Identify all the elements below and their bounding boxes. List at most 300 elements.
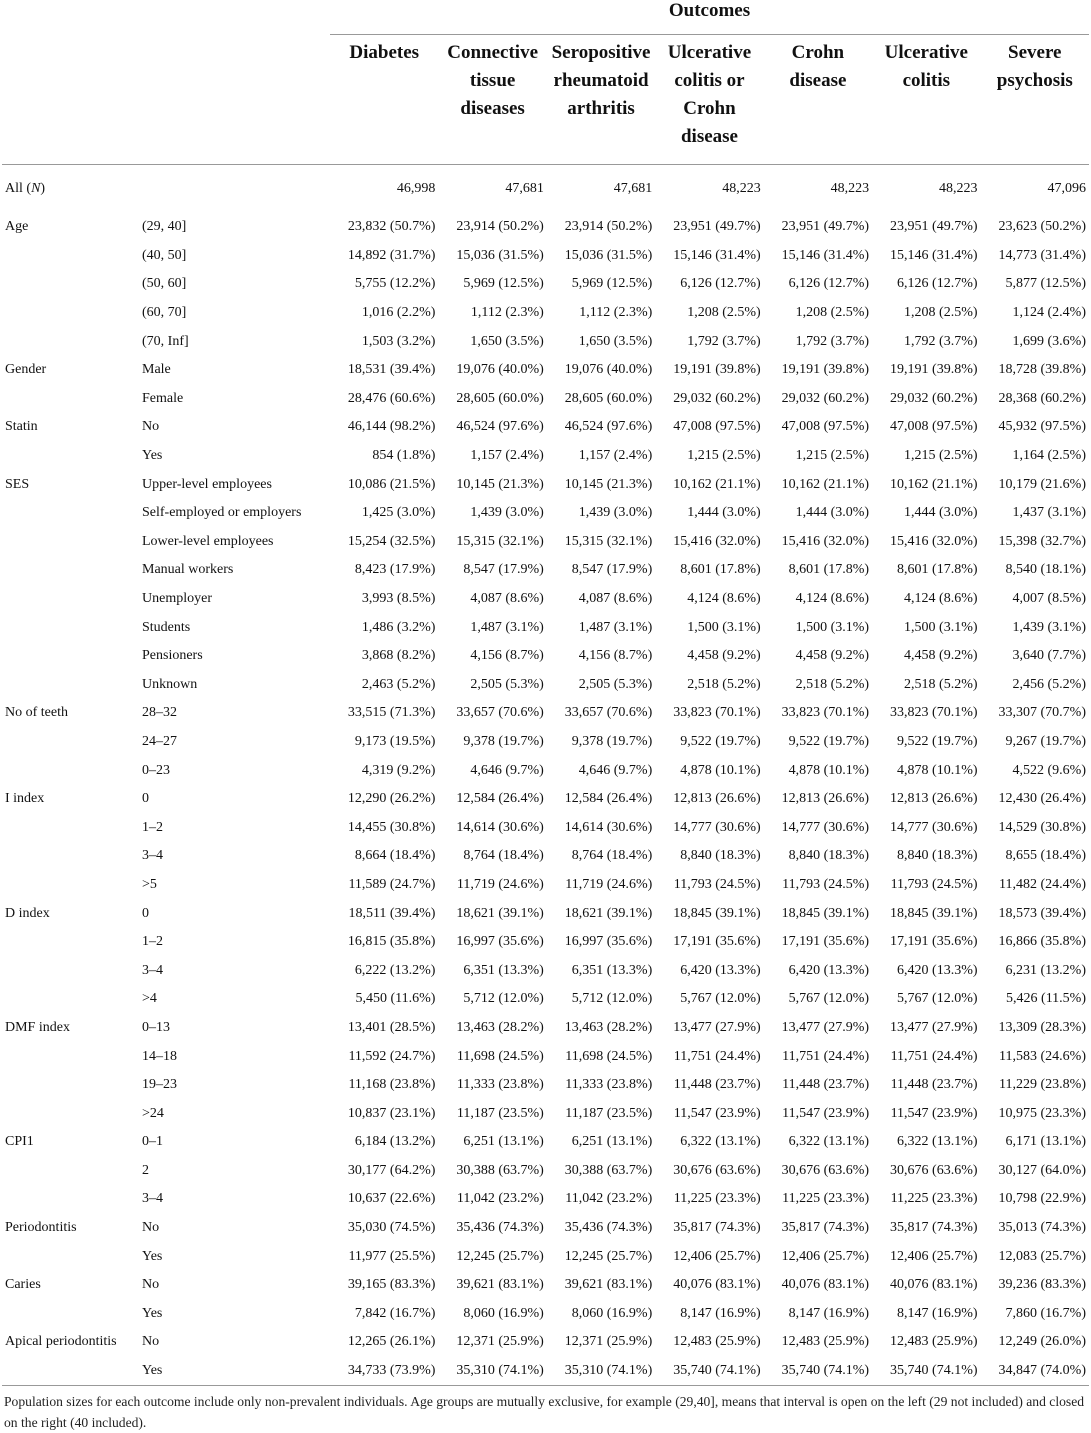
variable-label: [2, 1185, 139, 1214]
count-cell: 8,547 (17.9%): [571, 562, 653, 578]
count-cell: 6,351 (13.3%): [571, 962, 653, 978]
outcome-header-line: Ulcerative: [884, 42, 968, 63]
table-row: [2, 728, 1089, 757]
count-cell: 2,505 (5.3%): [470, 676, 544, 692]
count-cell: 23,832 (50.7%): [347, 219, 436, 235]
count-cell: 15,416 (32.0%): [890, 533, 978, 549]
count-cell: 1,215 (2.5%): [687, 448, 761, 464]
count-cell: 8,547 (17.9%): [463, 562, 544, 578]
count-cell: 10,145 (21.3%): [564, 476, 653, 492]
count-cell: 1,112 (2.3%): [470, 305, 544, 321]
count-cell: 11,751 (24.4%): [890, 1048, 978, 1064]
count-cell: 12,813 (26.6%): [673, 791, 761, 807]
outcome-header: [981, 35, 1089, 165]
count-cell: 11,547 (23.9%): [673, 1105, 761, 1121]
count-cell: 1,500 (3.1%): [687, 619, 761, 635]
count-cell: 11,547 (23.9%): [782, 1105, 870, 1121]
count-cell: 12,083 (25.7%): [998, 1248, 1086, 1264]
count-cell: 12,245 (25.7%): [564, 1248, 653, 1264]
count-cell: 46,524 (97.6%): [564, 419, 653, 435]
count-cell: 1,500 (3.1%): [795, 619, 870, 635]
count-cell: 9,173 (19.5%): [354, 733, 436, 749]
count-cell: 12,249 (26.0%): [998, 1334, 1086, 1350]
variable-label: [2, 642, 139, 671]
table-row: [2, 1185, 1089, 1214]
count-cell: 4,458 (9.2%): [904, 648, 978, 664]
count-cell: 15,315 (32.1%): [456, 533, 544, 549]
level-label: (60, 70]: [142, 305, 187, 321]
count-cell: 35,740 (74.1%): [872, 1357, 980, 1386]
count-cell: 4,124 (8.6%): [904, 591, 978, 607]
count-cell: 11,698 (24.5%): [565, 1048, 653, 1064]
outcome-header-line: psychosis: [996, 70, 1073, 91]
count-cell: 1,444 (3.0%): [904, 505, 978, 521]
count-cell: 30,388 (63.7%): [564, 1162, 653, 1178]
count-cell: 4,087 (8.6%): [470, 591, 544, 607]
count-cell: 33,307 (70.7%): [998, 705, 1086, 721]
count-cell: 46,144 (98.2%): [347, 419, 436, 435]
count-cell: 11,793 (24.5%): [673, 876, 761, 892]
count-cell: 35,436 (74.3%): [456, 1220, 544, 1236]
table-body: [2, 165, 1089, 1386]
count-cell: 1,444 (3.0%): [795, 505, 870, 521]
count-cell: 3,640 (7.7%): [1012, 648, 1086, 664]
count-cell: 6,322 (13.1%): [788, 1134, 870, 1150]
count-cell: 35,740 (74.1%): [655, 1357, 763, 1386]
count-cell: 4,458 (9.2%): [795, 648, 870, 664]
count-cell: 11,482 (24.4%): [999, 876, 1086, 892]
count-cell: 34,847 (74.0%): [981, 1357, 1089, 1386]
all-n-value: 47,096: [1047, 181, 1086, 196]
variable-label: [2, 985, 139, 1014]
level-label: Yes: [142, 448, 163, 464]
table-row: [2, 1128, 1089, 1157]
count-cell: 35,817 (74.3%): [890, 1220, 978, 1236]
count-cell: 35,436 (74.3%): [564, 1220, 653, 1236]
count-cell: 23,623 (50.2%): [998, 219, 1086, 235]
variable-label: [2, 385, 139, 414]
all-n-value: 48,223: [830, 181, 870, 196]
level-label: (70, Inf]: [142, 333, 189, 349]
variable-label: [2, 556, 139, 585]
level-label: 0: [142, 905, 149, 921]
count-cell: 8,601 (17.8%): [680, 562, 761, 578]
level-label: (40, 50]: [142, 247, 187, 263]
level-label: No: [142, 1277, 160, 1293]
level-label: Female: [142, 390, 184, 406]
count-cell: 13,309 (28.3%): [998, 1019, 1086, 1035]
table-row: [2, 785, 1089, 814]
level-label: 1–2: [142, 819, 163, 835]
variable-label: DMF index: [5, 1019, 70, 1035]
table-footnote: Population sizes for each outcome include only non-prevalent individuals. Age groups are mutually exclusive, for example (29,40], means that interval is open on the left (29 not included) and closed on the right (40 included).: [4, 1394, 1085, 1430]
header-blank: [2, 0, 139, 35]
table-row: [2, 956, 1089, 985]
outcome-header-line: tissue: [469, 70, 516, 91]
level-label: Male: [142, 362, 171, 378]
level-label: Unemployer: [142, 591, 212, 607]
level-label: Lower-level employees: [142, 533, 274, 549]
count-cell: 16,866 (35.8%): [998, 934, 1086, 950]
variable-label: No of teeth: [5, 705, 68, 721]
variable-label: [2, 956, 139, 985]
count-cell: 6,251 (13.1%): [571, 1134, 653, 1150]
table-row: [2, 270, 1089, 299]
count-cell: 23,914 (50.2%): [456, 219, 544, 235]
count-cell: 10,162 (21.1%): [781, 476, 870, 492]
count-cell: 4,878 (10.1%): [788, 762, 870, 778]
count-cell: 4,878 (10.1%): [897, 762, 978, 778]
count-cell: 12,813 (26.6%): [781, 791, 870, 807]
count-cell: 14,777 (30.6%): [890, 819, 978, 835]
count-cell: 10,798 (22.9%): [998, 1191, 1086, 1207]
count-cell: 5,767 (12.0%): [897, 991, 978, 1007]
level-label: 28–32: [142, 705, 177, 721]
table-row: [2, 642, 1089, 671]
count-cell: 16,997 (35.6%): [564, 934, 653, 950]
variable-label: Periodontitis: [5, 1220, 77, 1236]
outcomes-table: [2, 0, 1089, 1386]
variable-label: [2, 499, 139, 528]
count-cell: 33,823 (70.1%): [781, 705, 870, 721]
table-row: [2, 871, 1089, 900]
count-cell: 12,584 (26.4%): [564, 791, 653, 807]
count-cell: 9,522 (19.7%): [680, 733, 761, 749]
variable-label: [2, 528, 139, 557]
count-cell: 2,456 (5.2%): [1012, 676, 1086, 692]
level-label: 19–23: [142, 1077, 177, 1093]
level-label: Manual workers: [142, 562, 234, 578]
table-row: [2, 1157, 1089, 1186]
variable-label: [2, 1042, 139, 1071]
count-cell: 15,036 (31.5%): [564, 247, 653, 263]
count-cell: 30,388 (63.7%): [456, 1162, 544, 1178]
count-cell: 18,621 (39.1%): [456, 905, 544, 921]
header-blank: [2, 35, 139, 165]
level-label: Yes: [139, 1357, 330, 1386]
count-cell: 5,969 (12.5%): [463, 276, 544, 292]
count-cell: 1,016 (2.2%): [361, 305, 436, 321]
count-cell: 23,951 (49.7%): [890, 219, 978, 235]
table-row: [2, 327, 1089, 356]
count-cell: 1,164 (2.5%): [1012, 448, 1086, 464]
table-row: [2, 671, 1089, 700]
count-cell: 11,448 (23.7%): [890, 1077, 978, 1093]
table-row: [2, 1300, 1089, 1329]
count-cell: 1,487 (3.1%): [470, 619, 544, 635]
outcome-header-line: Crohn: [791, 42, 845, 63]
count-cell: 17,191 (35.6%): [890, 934, 978, 950]
level-label: 14–18: [142, 1048, 177, 1064]
count-cell: 11,719 (24.6%): [456, 876, 544, 892]
count-cell: 1,439 (3.1%): [1012, 619, 1086, 635]
count-cell: 33,823 (70.1%): [890, 705, 978, 721]
count-cell: 11,042 (23.2%): [565, 1191, 653, 1207]
count-cell: 29,032 (60.2%): [890, 390, 978, 406]
count-cell: 1,439 (3.0%): [470, 505, 544, 521]
count-cell: 15,416 (32.0%): [781, 533, 870, 549]
count-cell: 11,448 (23.7%): [782, 1077, 870, 1093]
count-cell: 23,951 (49.7%): [781, 219, 870, 235]
level-label: 3–4: [142, 962, 163, 978]
count-cell: 11,547 (23.9%): [890, 1105, 978, 1121]
count-cell: 11,042 (23.2%): [456, 1191, 544, 1207]
table-row: [2, 756, 1089, 785]
count-cell: 18,511 (39.4%): [348, 905, 436, 921]
count-cell: 1,157 (2.4%): [578, 448, 653, 464]
level-label: Yes: [142, 1248, 163, 1264]
count-cell: 15,036 (31.5%): [456, 247, 544, 263]
count-cell: 12,406 (25.7%): [673, 1248, 761, 1264]
variable-label: [2, 1157, 139, 1186]
count-cell: 4,156 (8.7%): [470, 648, 544, 664]
count-cell: 6,251 (13.1%): [463, 1134, 544, 1150]
table-row: [2, 585, 1089, 614]
table-row: [2, 556, 1089, 585]
count-cell: 14,614 (30.6%): [456, 819, 544, 835]
variable-label: [2, 842, 139, 871]
count-cell: 4,646 (9.7%): [578, 762, 653, 778]
count-cell: 4,319 (9.2%): [361, 762, 436, 778]
count-cell: 15,146 (31.4%): [673, 247, 761, 263]
count-cell: 12,245 (25.7%): [456, 1248, 544, 1264]
level-label: No: [142, 1220, 160, 1236]
count-cell: 15,146 (31.4%): [781, 247, 870, 263]
count-cell: 28,605 (60.0%): [456, 390, 544, 406]
count-cell: 12,290 (26.2%): [347, 791, 436, 807]
count-cell: 14,773 (31.4%): [998, 247, 1086, 263]
count-cell: 14,892 (31.7%): [347, 247, 436, 263]
count-cell: 8,764 (18.4%): [463, 848, 544, 864]
count-cell: 4,087 (8.6%): [578, 591, 653, 607]
count-cell: 47,008 (97.5%): [890, 419, 978, 435]
count-cell: 33,657 (70.6%): [456, 705, 544, 721]
count-cell: 1,439 (3.0%): [578, 505, 653, 521]
count-cell: 1,437 (3.1%): [1012, 505, 1086, 521]
all-n-value: 47,681: [505, 181, 544, 196]
count-cell: 11,229 (23.8%): [999, 1077, 1086, 1093]
variable-label: [2, 1357, 139, 1386]
table-row: [2, 613, 1089, 642]
count-cell: 2,518 (5.2%): [795, 676, 870, 692]
variable-label: [2, 1099, 139, 1128]
count-cell: 8,147 (16.9%): [680, 1305, 761, 1321]
count-cell: 15,416 (32.0%): [673, 533, 761, 549]
outcome-header-line: disease: [789, 70, 847, 91]
count-cell: 35,030 (74.5%): [347, 1220, 436, 1236]
outcome-header-line: diseases: [460, 98, 525, 119]
count-cell: 6,184 (13.2%): [354, 1134, 436, 1150]
count-cell: 12,265 (26.1%): [347, 1334, 436, 1350]
count-cell: 39,621 (83.1%): [564, 1277, 653, 1293]
variable-label: [2, 671, 139, 700]
count-cell: 6,322 (13.1%): [897, 1134, 978, 1150]
all-n-level: [139, 165, 330, 214]
variable-label: [2, 242, 139, 271]
count-cell: 1,215 (2.5%): [795, 448, 870, 464]
count-cell: 5,712 (12.0%): [463, 991, 544, 1007]
count-cell: 47,008 (97.5%): [673, 419, 761, 435]
count-cell: 33,657 (70.6%): [564, 705, 653, 721]
outcome-header-line: Seropositive: [551, 42, 651, 63]
count-cell: 1,208 (2.5%): [687, 305, 761, 321]
count-cell: 13,477 (27.9%): [673, 1019, 761, 1035]
count-cell: 11,187 (23.5%): [456, 1105, 544, 1121]
count-cell: 10,837 (23.1%): [347, 1105, 436, 1121]
variable-label: [2, 327, 139, 356]
table-row: [2, 985, 1089, 1014]
count-cell: 10,162 (21.1%): [890, 476, 978, 492]
level-label: Upper-level employees: [142, 476, 272, 492]
count-cell: 14,455 (30.8%): [347, 819, 436, 835]
count-cell: 8,060 (16.9%): [463, 1305, 544, 1321]
count-cell: 16,997 (35.6%): [456, 934, 544, 950]
count-cell: 23,914 (50.2%): [564, 219, 653, 235]
count-cell: 13,477 (27.9%): [781, 1019, 870, 1035]
count-cell: 13,463 (28.2%): [456, 1019, 544, 1035]
all-n-value: 48,223: [939, 181, 978, 196]
count-cell: 7,860 (16.7%): [1005, 1305, 1086, 1321]
level-label: >5: [142, 876, 157, 892]
count-cell: 15,254 (32.5%): [347, 533, 436, 549]
count-cell: 1,792 (3.7%): [795, 333, 870, 349]
level-label: 2: [142, 1162, 149, 1178]
count-cell: 15,315 (32.1%): [564, 533, 653, 549]
count-cell: 1,503 (3.2%): [361, 333, 436, 349]
count-cell: 14,777 (30.6%): [781, 819, 870, 835]
count-cell: 11,589 (24.7%): [348, 876, 436, 892]
variable-label: CPI1: [5, 1134, 34, 1150]
count-cell: 5,712 (12.0%): [571, 991, 653, 1007]
count-cell: 18,621 (39.1%): [564, 905, 653, 921]
count-cell: 28,605 (60.0%): [564, 390, 653, 406]
variable-label: [2, 871, 139, 900]
count-cell: 11,225 (23.3%): [782, 1191, 870, 1207]
count-cell: 9,522 (19.7%): [788, 733, 870, 749]
count-cell: 15,146 (31.4%): [890, 247, 978, 263]
count-cell: 854 (1.8%): [372, 448, 436, 464]
count-cell: 18,728 (39.8%): [998, 362, 1086, 378]
count-cell: 7,842 (16.7%): [354, 1305, 436, 1321]
count-cell: 8,540 (18.1%): [1005, 562, 1086, 578]
outcome-header: [764, 35, 872, 165]
table-row: [2, 1071, 1089, 1100]
count-cell: 8,655 (18.4%): [1005, 848, 1086, 864]
count-cell: 1,157 (2.4%): [470, 448, 544, 464]
level-label: >24: [142, 1105, 164, 1121]
count-cell: 17,191 (35.6%): [673, 934, 761, 950]
count-cell: 6,420 (13.3%): [680, 962, 761, 978]
all-n-value: 46,998: [396, 181, 436, 196]
variable-label: Apical periodontitis: [5, 1334, 117, 1350]
outcome-header-line: colitis or: [674, 70, 745, 91]
level-label: >4: [142, 991, 157, 1007]
count-cell: 30,127 (64.0%): [998, 1162, 1086, 1178]
count-cell: 8,840 (18.3%): [788, 848, 870, 864]
variable-label: [2, 928, 139, 957]
count-cell: 33,515 (71.3%): [347, 705, 436, 721]
count-cell: 10,145 (21.3%): [456, 476, 544, 492]
count-cell: 13,477 (27.9%): [890, 1019, 978, 1035]
count-cell: 8,601 (17.8%): [788, 562, 870, 578]
count-cell: 35,817 (74.3%): [781, 1220, 870, 1236]
count-cell: 1,486 (3.2%): [361, 619, 436, 635]
level-label: 3–4: [142, 848, 163, 864]
table-row: [2, 1328, 1089, 1357]
table-row: [2, 1042, 1089, 1071]
count-cell: 8,664 (18.4%): [354, 848, 436, 864]
count-cell: 12,371 (25.9%): [456, 1334, 544, 1350]
variable-label: [2, 756, 139, 785]
count-cell: 4,878 (10.1%): [680, 762, 761, 778]
count-cell: 6,222 (13.2%): [354, 962, 436, 978]
count-cell: 10,637 (22.6%): [347, 1191, 436, 1207]
count-cell: 30,676 (63.6%): [890, 1162, 978, 1178]
count-cell: 11,225 (23.3%): [673, 1191, 761, 1207]
table-row: [2, 1271, 1089, 1300]
level-label: No: [142, 1334, 160, 1350]
count-cell: 6,420 (13.3%): [788, 962, 870, 978]
variable-label: Gender: [5, 362, 47, 378]
count-cell: 30,676 (63.6%): [781, 1162, 870, 1178]
variable-label: SES: [5, 476, 30, 492]
count-cell: 1,208 (2.5%): [795, 305, 870, 321]
count-cell: 46,524 (97.6%): [456, 419, 544, 435]
count-cell: 18,845 (39.1%): [673, 905, 761, 921]
count-cell: 8,601 (17.8%): [897, 562, 978, 578]
outcome-header-line: Diabetes: [349, 42, 420, 63]
count-cell: 8,840 (18.3%): [897, 848, 978, 864]
count-cell: 1,124 (2.4%): [1012, 305, 1086, 321]
count-cell: 28,476 (60.6%): [347, 390, 436, 406]
count-cell: 33,823 (70.1%): [673, 705, 761, 721]
table-row: [2, 1242, 1089, 1271]
count-cell: 11,583 (24.6%): [999, 1048, 1086, 1064]
count-cell: 19,076 (40.0%): [456, 362, 544, 378]
outcome-header-line: colitis: [902, 70, 951, 91]
header-blank: [139, 0, 330, 35]
count-cell: 12,406 (25.7%): [890, 1248, 978, 1264]
count-cell: 1,425 (3.0%): [361, 505, 436, 521]
table-row: [2, 699, 1089, 728]
count-cell: 14,529 (30.8%): [998, 819, 1086, 835]
count-cell: 2,463 (5.2%): [361, 676, 436, 692]
count-cell: 14,777 (30.6%): [673, 819, 761, 835]
level-label: 0–1: [142, 1134, 163, 1150]
table-header: [2, 0, 1089, 165]
table-row: [2, 899, 1089, 928]
level-label: (29, 40]: [142, 219, 187, 235]
table-row: [2, 1214, 1089, 1243]
count-cell: 1,500 (3.1%): [904, 619, 978, 635]
count-cell: 2,518 (5.2%): [687, 676, 761, 692]
count-cell: 8,060 (16.9%): [571, 1305, 653, 1321]
outcome-header-line: disease: [680, 126, 738, 147]
table-row: [2, 1099, 1089, 1128]
variable-label: I index: [5, 791, 45, 807]
count-cell: 11,448 (23.7%): [673, 1077, 761, 1093]
count-cell: 11,187 (23.5%): [565, 1105, 653, 1121]
count-cell: 1,792 (3.7%): [687, 333, 761, 349]
count-cell: 28,368 (60.2%): [998, 390, 1086, 406]
count-cell: 15,398 (32.7%): [998, 533, 1086, 549]
count-cell: 30,676 (63.6%): [673, 1162, 761, 1178]
outcome-header-line: rheumatoid: [553, 70, 649, 91]
count-cell: 23,951 (49.7%): [673, 219, 761, 235]
table-row: [2, 385, 1089, 414]
variable-label: [2, 813, 139, 842]
count-cell: 6,420 (13.3%): [897, 962, 978, 978]
